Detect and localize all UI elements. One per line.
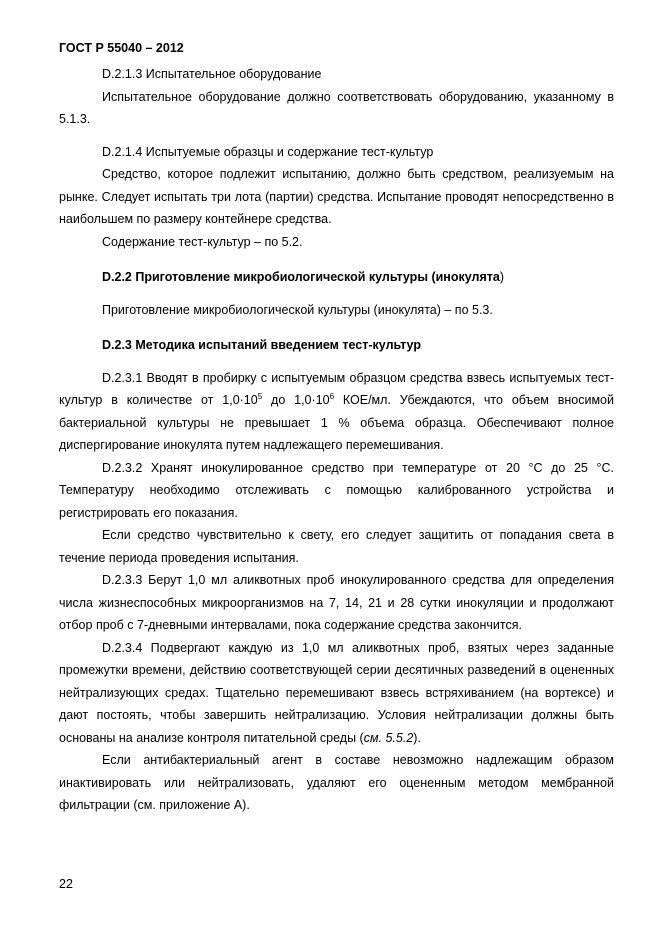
section-heading-d2-2: [59, 266, 614, 289]
paragraph: Приготовление микробиологической культуры (инокулята) – по 5.3.: [102, 302, 493, 317]
paragraph-d2-3-1: [59, 367, 614, 457]
superscript: 6: [329, 392, 335, 401]
section-heading-d2-3: D.2.3 Методика испытаний введением тест-культур: [102, 338, 421, 352]
document-body: [59, 63, 614, 817]
section-heading-d2-1-3: D.2.1.3 Испытательное оборудование: [102, 67, 322, 81]
paragraph-d2-3-3: D.2.3.3 Берут 1,0 мл аликвотных проб инокулированного средства для определения числа жизнеспособных микроорганизмов на 7, 14, 21 и 28 сутки инокуляции и продолжают отбор проб с 7-дневными интервалами, пока содержание средства закончится.: [59, 573, 614, 632]
paragraph: Если средство чувствительно к свету, его следует защитить от попадания света в течение периода проведения испытания.: [59, 528, 614, 565]
document-header: ГОСТ Р 55040 – 2012: [59, 41, 184, 55]
paragraph-text: до 1,0·10: [262, 393, 330, 407]
paragraph-d2-3-2: D.2.3.2 Хранят инокулированное средство при температуре от 20 °C до 25 °C. Температуру необходимо отслеживать с помощью калиброванного устройства и регистрировать его показания.: [59, 460, 614, 520]
paragraph: Содержание тест-культур – по 5.2.: [102, 234, 303, 249]
paragraph-d2-3-4: [59, 637, 614, 750]
paragraph: Испытательное оборудование должно соответствовать оборудованию, указанному в 5.1.3.: [59, 89, 614, 126]
section-heading-d2-1-4: D.2.1.4 Испытуемые образцы и содержание тест-культур: [102, 144, 434, 159]
italic-reference: см. 5.5.2: [363, 730, 414, 745]
paragraph: Средство, которое подлежит испытанию, должно быть средством, реализуемым на рынке. Следует испытать три лота (партии) средства. Испытание проводят непосредственно в наибольшем по размеру контейнере средства.: [59, 167, 614, 226]
paragraph-text: КОЕ/мл. Убеждаются, что объем вносимой бактериальной культуры не превышает 1 % объема образца. Обеспечивают полное диспергирование инокулята путем надлежащего перемешивания.: [59, 393, 614, 452]
paragraph-text: D.2.3.4 Подвергают каждую из 1,0 мл аликвотных проб, взятых через заданные промежутки времени, действию соответствующей серии десятичных разведений в оцененных нейтрализующих средах. Тщательно перемешивают взвесь встряхиванием (на вортексе) и дают постоять, чтобы завершить нейтрализацию. Условия нейтрализации должны быть основаны на анализе контроля питательной среды (: [59, 640, 614, 745]
superscript: 5: [257, 392, 263, 401]
paragraph: Если антибактериальный агент в составе невозможно надлежащим образом инактивировать или нейтрализовать, удаляют его оцененным методом мембранной фильтрации (см. приложение А).: [59, 753, 614, 812]
paragraph-text: ).: [413, 730, 421, 745]
heading-bold-text: D.2.2 Приготовление микробиологической культуры (инокулята: [102, 270, 500, 284]
page-number: 22: [59, 877, 73, 891]
heading-tail-text: ): [499, 270, 505, 284]
paragraph-text: D.2.3.1 Вводят в пробирку с испытуемым образцом средства взвесь испытуемых тест-культур в количестве от 1,0·10: [59, 370, 614, 407]
